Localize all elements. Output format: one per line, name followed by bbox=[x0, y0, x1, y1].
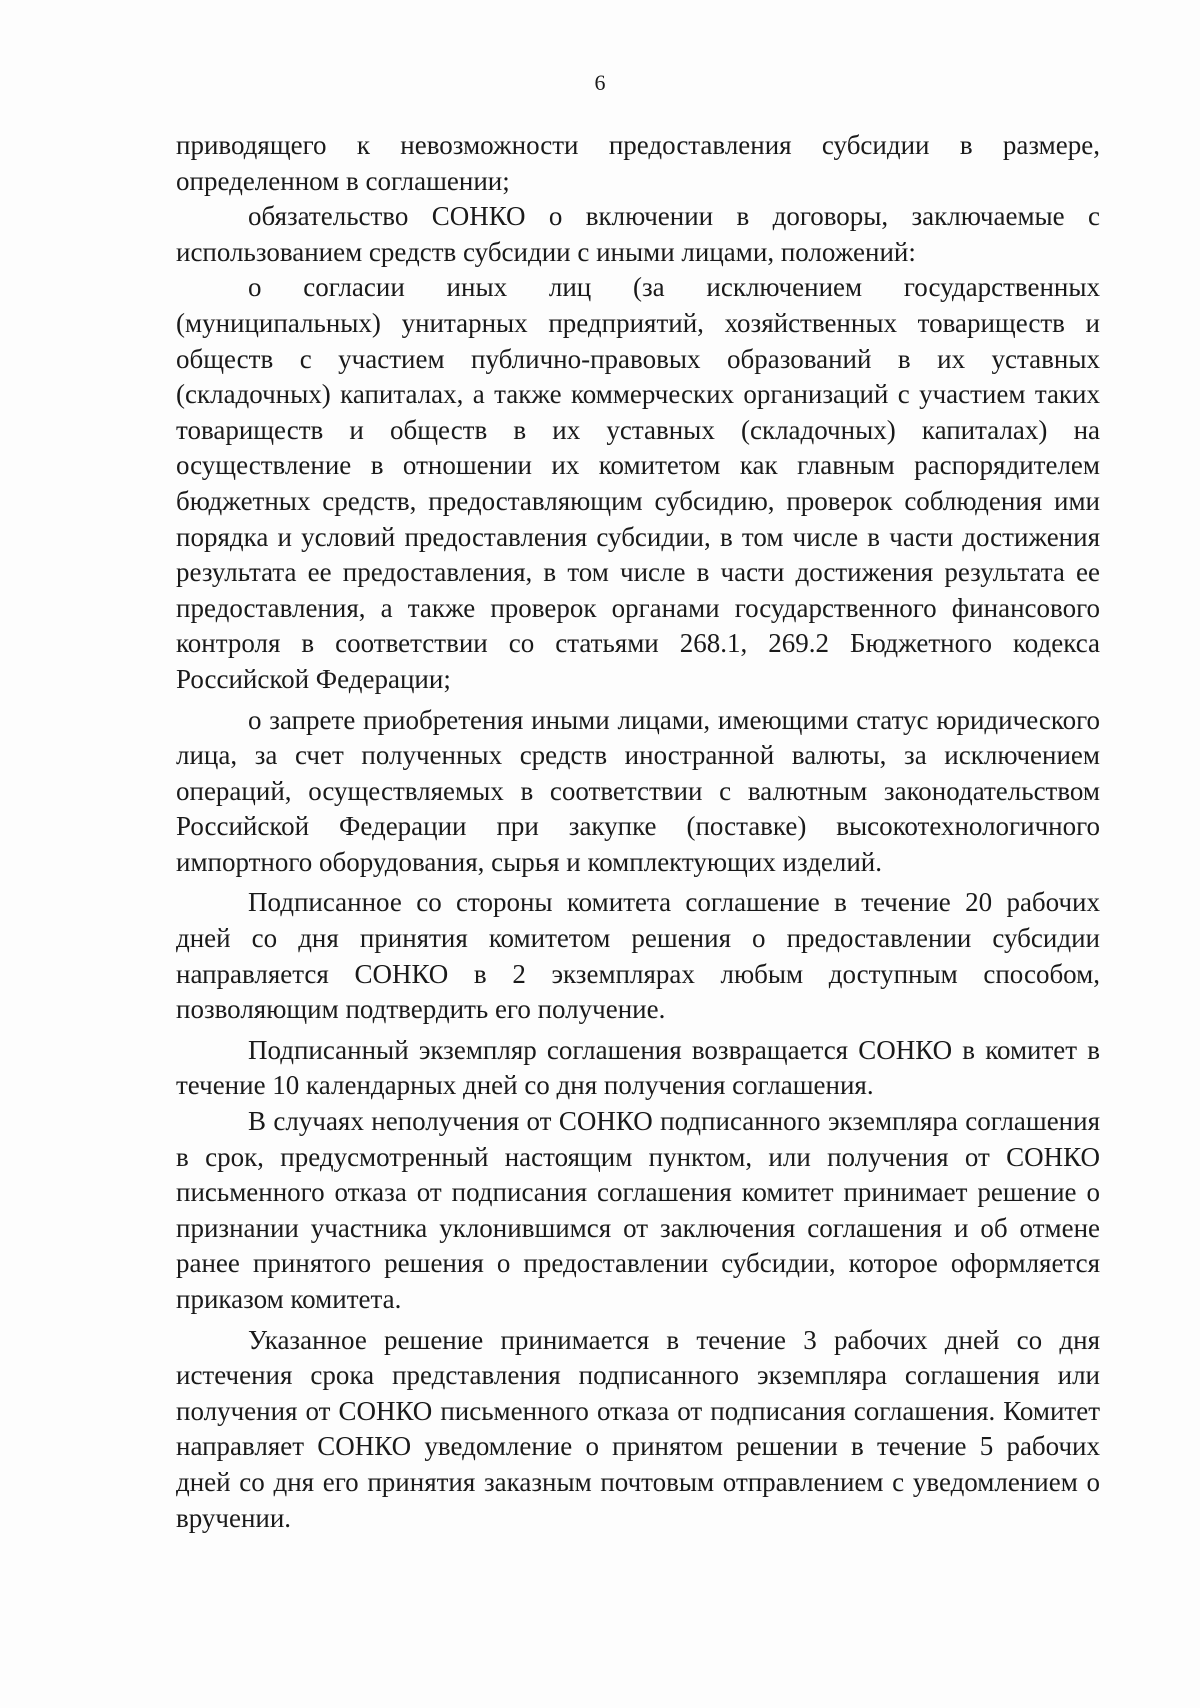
document-body bbox=[176, 128, 1100, 1536]
paragraph-return-copy: Подписанный экземпляр соглашения возвращается СОНКО в комитет в течение 10 календарных дней со дня получения соглашения. bbox=[176, 1034, 1100, 1101]
paragraph-signed-agreement: Подписанное со стороны комитета соглашение в течение 20 рабочих дней со дня принятия комитетом решения о предоставлении субсидии направляется СОНКО в 2 экземплярах любым доступным способом, позволяющим подтвердить его получение. bbox=[176, 887, 1100, 1025]
page-number: 6 bbox=[594, 70, 606, 95]
paragraph-consent: о согласии иных лиц (за исключением государственных (муниципальных) унитарных предприятий, хозяйственных товариществ и обществ с участием публично-правовых образований в их уставных (складочных) капиталах, а также коммерческих организаций с участием таких товариществ и обществ в их уставных (складочных) капиталах) на осуществление в отношении их комитетом как главным распорядителем бюджетных средств, предоставляющим субсидию, проверок соблюдения ими порядка и условий предоставления субсидии, в том числе в части достижения результата ее предоставления, в том числе в части достижения результата ее предоставления, а также проверок органами государственного финансового контроля в соответствии со статьями 268.1, 269.2 Бюджетного кодекса Российской Федерации; bbox=[176, 272, 1100, 694]
paragraph-non-receipt: В случаях неполучения от СОНКО подписанного экземпляра соглашения в срок, предусмотренный настоящим пунктом, или получения от СОНКО письменного отказа от подписания соглашения комитет принимает решение о признании участника уклонившимся от заключения соглашения и об отмене ранее принятого решения о предоставлении субсидии, которое оформляется приказом комитета. bbox=[176, 1106, 1100, 1314]
paragraph-currency-ban: о запрете приобретения иными лицами, имеющими статус юридического лица, за счет полученных средств иностранной валюты, за исключением операций, осуществляемых в соответствии с валютным законодательством Российской Федерации при закупке (поставке) высокотехнологичного импортного оборудования, сырья и комплектующих изделий. bbox=[176, 704, 1100, 877]
paragraph-obligation: обязательство СОНКО о включении в договоры, заключаемые с использованием средств субсидии с иными лицами, положений: bbox=[176, 201, 1100, 267]
paragraph-continuation: приводящего к невозможности предоставления субсидии в размере, определенном в соглашении; bbox=[176, 130, 1100, 196]
paragraph-decision: Указанное решение принимается в течение 3 рабочих дней со дня истечения срока представления подписанного экземпляра соглашения или получения от СОНКО письменного отказа от подписания соглашения. Комитет направляет СОНКО уведомление о принятом решении в течение 5 рабочих дней со дня его принятия заказным почтовым отправлением с уведомлением о вручении. bbox=[176, 1324, 1100, 1533]
